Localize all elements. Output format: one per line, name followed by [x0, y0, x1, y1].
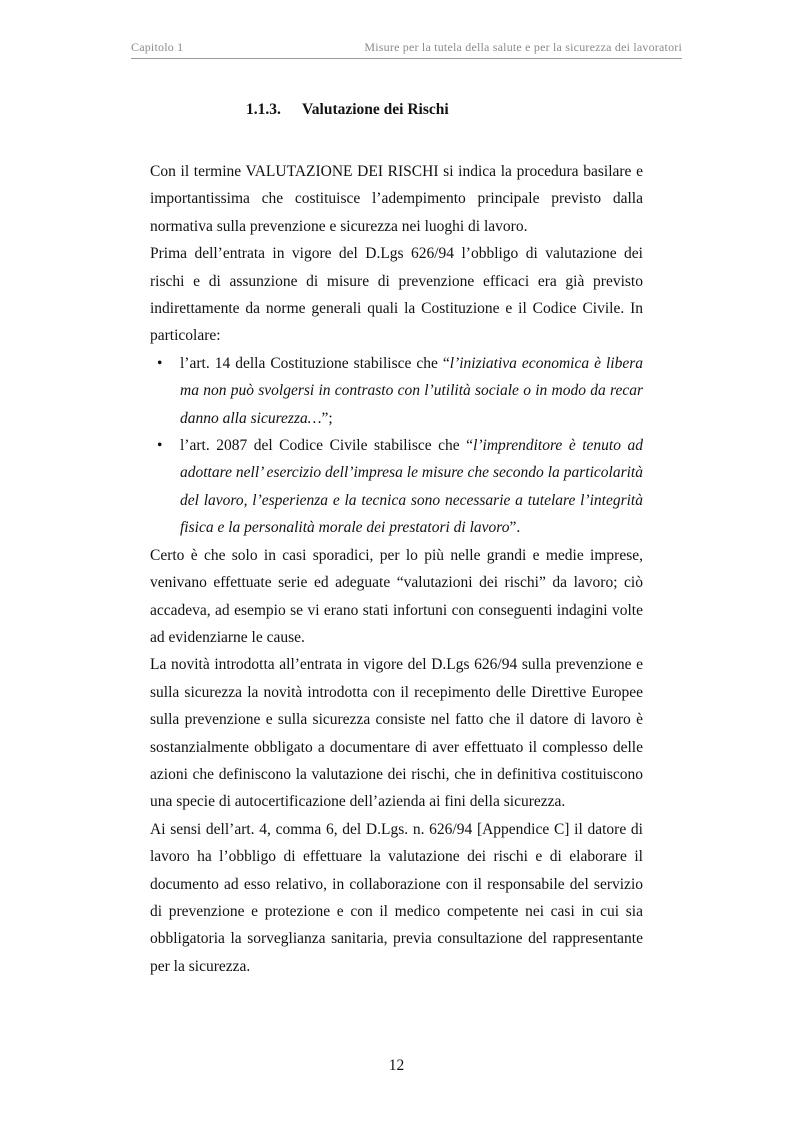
list-item-outro: ”; [321, 409, 333, 427]
bullet-icon: • [157, 354, 163, 372]
list-item-intro: l’art. 14 della Costituzione stabilisce che “ [180, 354, 450, 372]
bullet-list [150, 350, 643, 542]
list-item-outro: ”. [509, 519, 521, 537]
header-title: Misure per la tutela della salute e per la sicurezza dei lavoratori [364, 40, 682, 54]
header-chapter: Capitolo 1 [131, 40, 184, 54]
bullet-icon: • [157, 437, 163, 455]
section-number: 1.1.3. [246, 101, 281, 118]
list-item-quote: l’imprenditore è tenuto ad adottare nell’ esercizio dell’impresa le misure che secondo la particolarità del lavoro, l’esperienza e la tecnica sono necessarie a tutelare l’integrità fisica e la personalità morale dei prestatori di lavoro [180, 437, 643, 537]
body-text [150, 158, 643, 980]
paragraph: Prima dell’entrata in vigore del D.Lgs 626/94 l’obbligo di valutazione dei rischi e di assunzione di misure di prevenzione efficaci era già previsto indirettamente da norme generali quali la Costituzione e il Codice Civile. In particolare: [150, 245, 643, 345]
list-item-intro: l’art. 2087 del Codice Civile stabilisce che “ [180, 437, 474, 455]
page-number: 12 [388, 1057, 405, 1074]
list-item-quote: l’iniziativa economica è libera ma non può svolgersi in contrasto con l’utilità sociale o in modo da recar danno alla sicurezza… [180, 354, 643, 427]
list-item [150, 432, 643, 542]
section-title: Valutazione dei Rischi [302, 101, 449, 118]
paragraph: Ai sensi dell’art. 4, comma 6, del D.Lgs. n. 626/94 [Appendice C] il datore di lavoro ha l’obbligo di effettuare la valutazione dei rischi e di elaborare il documento ad esso relativo, in collaborazione con il responsabile del servizio di prevenzione e protezione e con il medico competente nei casi in cui sia obbligatoria la sorveglianza sanitaria, previa consultazione del rappresentante per la sicurezza. [150, 820, 643, 975]
section-heading [246, 101, 449, 119]
paragraph: Con il termine VALUTAZIONE DEI RISCHI si indica la procedura basilare e importantissima che costituisce l’adempimento principale previsto dalla normativa sulla prevenzione e sicurezza nei luoghi di lavoro. [150, 163, 643, 235]
running-header [131, 38, 682, 59]
list-item [150, 350, 643, 432]
paragraph: La novità introdotta all’entrata in vigore del D.Lgs 626/94 sulla prevenzione e sulla sicurezza la novità introdotta con il recepimento delle Direttive Europee sulla prevenzione e sulla sicurezza consiste nel fatto che il datore di lavoro è sostanzialmente obbligato a documentare di aver effettuato il complesso delle azioni che definiscono la valutazione dei rischi, che in definitiva costituiscono una specie di autocertificazione dell’azienda ai fini della sicurezza. [150, 656, 643, 811]
paragraph: Certo è che solo in casi sporadici, per lo più nelle grandi e medie imprese, venivano effettuate serie ed adeguate “valutazioni dei rischi” da lavoro; ciò accadeva, ad esempio se vi erano stati infortuni con conseguenti indagini volte ad evidenziarne le cause. [150, 546, 643, 646]
